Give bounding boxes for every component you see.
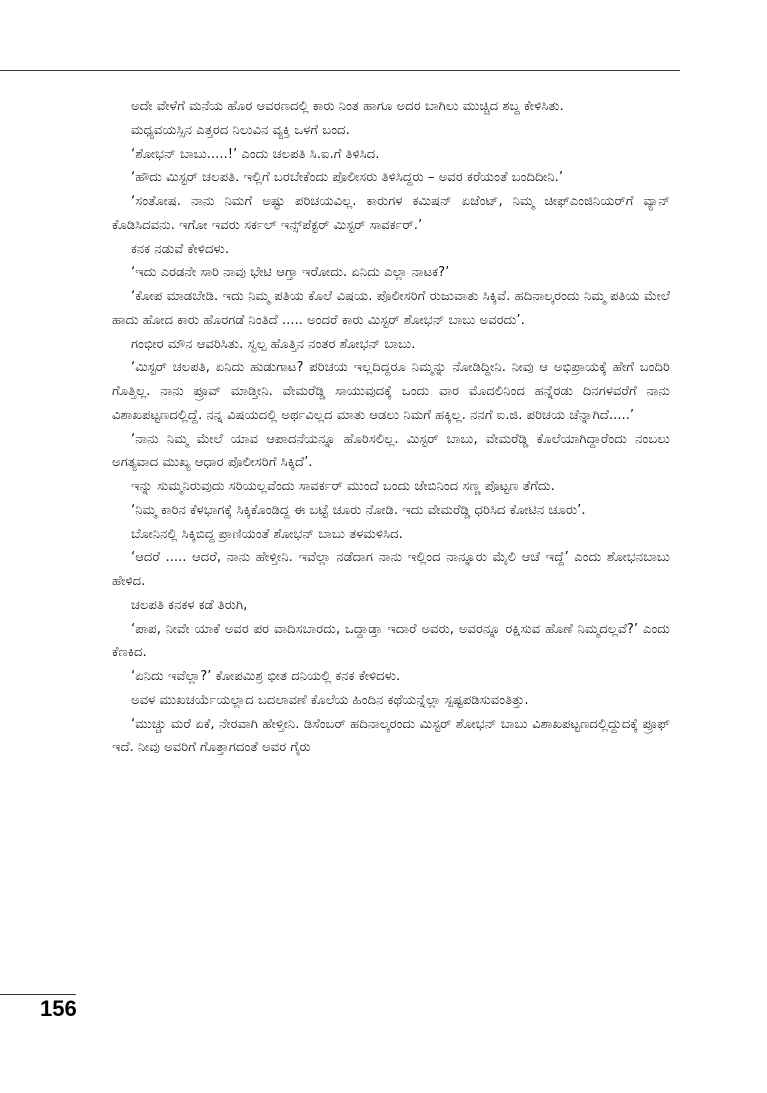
paragraph: ‘ಮಿಸ್ಟರ್ ಚಲಪತಿ, ಏನಿದು ಹುಡುಗಾಟ? ಪರಿಚಯ ಇಲ್ಲದಿದ್ದರೂ ನಿಮ್ಮನ್ನು ನೋಡಿದ್ದೀನಿ. ನೀವು ಆ ಅಭಿಪ್ರಾಯಕ್ಕೆ ಹೇಗೆ ಬಂದಿರಿ ಗೊತ್ತಿಲ್ಲ. ನಾನು ಪ್ರೂವ್ ಮಾಡ್ತೀನಿ. ವೇಮರೆಡ್ಡಿ ಸಾಯುವುದಕ್ಕೆ ಒಂದು ವಾರ ಮೊದಲಿನಿಂದ ಹನ್ನೆರಡು ದಿನಗಳವರೆಗೆ ನಾನು ವಿಶಾಖಪಟ್ಟಣದಲ್ಲಿದ್ದೆ. ನನ್ನ ವಿಷಯದಲ್ಲಿ ಅರ್ಥವಿಲ್ಲದ ಮಾತು ಆಡಲು ನಿಮಗೆ ಹಕ್ಕಿಲ್ಲ. ನನಗೆ ಐ.ಜಿ. ಪರಿಚಯ ಚೆನ್ನಾಗಿದೆ.....’ [112,360,670,423]
paragraph: ‘ಆದರೆ ..... ಆದರೆ, ನಾನು ಹೇಳ್ತೀನಿ. ಇವೆಲ್ಲಾ ನಡೆದಾಗ ನಾನು ಇಲ್ಲಿಂದ ನಾನ್ನೂರು ಮೈಲಿ ಆಚೆ ಇದ್ದೆ’ ಎಂದು ಶೋಭನಬಾಬು ಹೇಳಿದ. [112,550,670,589]
paragraph: ಚಲಪತಿ ಕನಕಳ ಕಡೆ ತಿರುಗಿ, [131,597,248,613]
paragraph: ‘ಇದು ಎರಡನೇ ಸಾರಿ ನಾವು ಭೇಟಿ ಆಗ್ತಾ ಇರೋದು. ಏನಿದು ಎಲ್ಲಾ ನಾಟಕ?’ [131,265,450,281]
paragraph: ಮಧ್ಯವಯಸ್ಸಿನ ಎತ್ತರದ ನಿಲುವಿನ ವ್ಯಕ್ತಿ ಒಳಗೆ ಬಂದ. [131,122,350,138]
paragraph: ‘ಕೋಪ ಮಾಡಬೇಡಿ. ಇದು ನಿಮ್ಮ ಪತಿಯ ಕೊಲೆ ವಿಷಯ. ಪೊಲೀಸರಿಗೆ ರುಜುವಾತು ಸಿಕ್ಕಿವೆ. ಹದಿನಾಲ್ಕರಂದು ನಿಮ್ಮ ಪತಿಯ ಮೇಲೆ ಹಾದು ಹೋದ ಕಾರು ಹೊರಗಡೆ ನಿಂತಿದೆ ..... ಅಂದರೆ ಕಾರು ಮಿಸ್ಟರ್ ಶೋಭನ್ ಬಾಬು ಅವರದು’. [112,289,670,328]
footer-rule [0,994,76,995]
paragraph: ‘ನಿಮ್ಮ ಕಾರಿನ ಕೆಳಭಾಗಕ್ಕೆ ಸಿಕ್ಕಿಕೊಂಡಿದ್ದ ಈ ಬಟ್ಟೆ ಚೂರು ನೋಡಿ. ಇದು ವೇಮರೆಡ್ಡಿ ಧರಿಸಿದ ಕೋಟಿನ ಚೂರು’. [131,502,586,518]
paragraph: ಕನಕ ನಡುವೆ ಕೇಳಿದಳು. [131,241,230,257]
paragraph: ‘ನಾನು ನಿಮ್ಮ ಮೇಲೆ ಯಾವ ಆಪಾದನೆಯನ್ನೂ ಹೊರಿಸಲಿಲ್ಲ. ಮಿಸ್ಟರ್ ಬಾಬು, ವೇಮರೆಡ್ಡಿ ಕೊಲೆಯಾಗಿದ್ದಾರೆಂದು ನಂಬಲು ಅಗತ್ಯವಾದ ಮುಖ್ಯ ಆಧಾರ ಪೊಲೀಸರಿಗೆ ಸಿಕ್ಕಿದೆ’. [112,431,670,471]
paragraph: ‘ಹೌದು ಮಿಸ್ಟರ್ ಚಲಪತಿ. ಇಲ್ಲಿಗೆ ಬರಬೇಕೆಂದು ಪೊಲೀಸರು ತಿಳಿಸಿದ್ದರು – ಅವರ ಕರೆಯಂತೆ ಬಂದಿದೀನಿ.’ [131,170,564,186]
page-body [112,95,670,760]
paragraph: ಬೋನಿನಲ್ಲಿ ಸಿಕ್ಕಿಬಿದ್ದ ಪ್ರಾಣಿಯಂತೆ ಶೋಭನ್ ಬಾಬು ತಳಮಳಿಸಿದ. [131,526,403,542]
paragraph: ಗಂಭೀರ ಮೌನ ಆವರಿಸಿತು. ಸ್ವಲ್ಪ ಹೊತ್ತಿನ ನಂತರ ಶೋಭನ್ ಬಾಬು. [131,336,416,352]
paragraph: ‘ಮುಚ್ಚು ಮರೆ ಏಕೆ, ನೇರವಾಗಿ ಹೇಳ್ತೀನಿ. ಡಿಸೆಂಬರ್ ಹದಿನಾಲ್ಕರಂದು ಮಿಸ್ಟರ್ ಶೋಭನ್ ಬಾಬು ವಿಶಾಖಪಟ್ಟಣದಲ್ಲಿದ್ದುದಕ್ಕೆ ಪ್ರೂಫ್ ಇದೆ. ನೀವು ಅವರಿಗೆ ಗೊತ್ತಾಗದಂತೆ ಅವರ ಗೈರು [112,716,670,756]
page-number: 156 [40,996,77,1021]
header-rule [0,70,680,71]
paragraph: ಅವಳ ಮುಖಚರ್ಯೆಯಲ್ಲಾದ ಬದಲಾವಣೆ ಕೊಲೆಯ ಹಿಂದಿನ ಕಥೆಯನ್ನೆಲ್ಲಾ ಸ್ಪಷ್ಟಪಡಿಸುವಂತಿತ್ತು. [131,692,529,708]
paragraph: ಇನ್ನು ಸುಮ್ಮನಿರುವುದು ಸರಿಯಲ್ಲವೆಂದು ಸಾವರ್ಕರ್ ಮುಂದೆ ಬಂದು ಜೇಬಿನಿಂದ ಸಣ್ಣ ಪೊಟ್ಟಣ ತೆಗೆದು. [131,479,555,494]
paragraph: ‘ಪಾಪ, ನೀವೇ ಯಾಕೆ ಅವರ ಪರ ವಾದಿಸಬಾರದು, ಒದ್ದಾಡ್ತಾ ಇದಾರೆ ಅವರು, ಅವರನ್ನೂ ರಕ್ಷಿಸುವ ಹೊಣೆ ನಿಮ್ಮದಲ್ಲವೆ?’ ಎಂದು ಕೆಣಕಿದ. [112,621,670,661]
paragraph: ‘ಶೋಭನ್ ಬಾಬು.....!’ ಎಂದು ಚಲಪತಿ ಸಿ.ಐ.ಗೆ ತಿಳಿಸಿದ. [131,146,380,162]
paragraph: ‘ಏನಿದು ಇವೆಲ್ಲಾ?’ ಕೋಪಮಿಶ್ರ ಭೀತ ದನಿಯಲ್ಲಿ ಕನಕ ಕೇಳಿದಳು. [131,669,401,684]
paragraph: ‘ಸಂತೋಷ. ನಾನು ನಿಮಗೆ ಅಷ್ಟು ಪರಿಚಯವಿಲ್ಲ. ಕಾರುಗಳ ಕಮಿಷನ್ ಏಜೆಂಟ್, ನಿಮ್ಮ ಚೀಫ್‌ಎಂಜಿನಿಯರ್‌ಗೆ ವ್ಯಾನ್ ಕೊಡಿಸಿದವನು. ಇಗೋ ಇವರು ಸರ್ಕಲ್ ಇನ್ಸ್‌ಪೆಕ್ಟರ್ ಮಿಸ್ಟರ್ ಸಾವರ್ಕರ್.’ [112,194,670,233]
paragraph: ಅದೇ ವೇಳೆಗೆ ಮನೆಯ ಹೊರ ಆವರಣದಲ್ಲಿ ಕಾರು ನಿಂತ ಹಾಗೂ ಅದರ ಬಾಗಿಲು ಮುಚ್ಚಿದ ಶಬ್ದ ಕೇಳಿಸಿತು. [131,99,564,114]
